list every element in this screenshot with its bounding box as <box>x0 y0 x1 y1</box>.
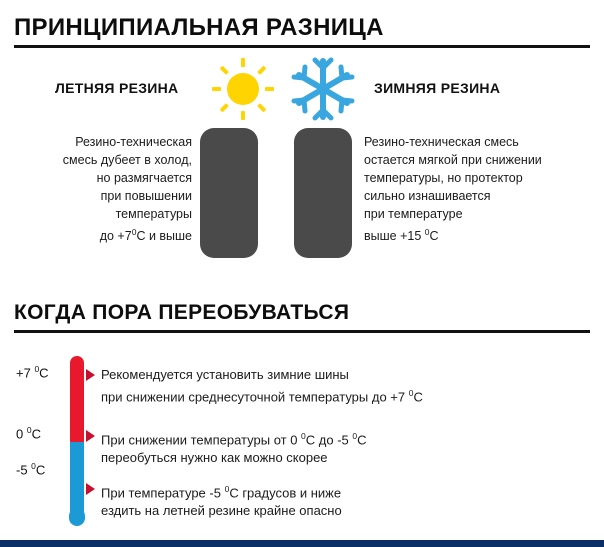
winter-tire-description <box>364 133 590 245</box>
summer-desc-line6b: С и выше <box>136 229 192 244</box>
winter-desc-degree: 0 <box>424 227 430 237</box>
winter-desc-line4: сильно изнашивается <box>364 189 491 203</box>
note-minus5-line1a: При температуре -5 <box>101 485 225 501</box>
winter-tire-label: ЗИМНЯЯ РЕЗИНА <box>374 80 501 96</box>
thermometer-cold-segment <box>70 442 84 516</box>
note-plus7-line1: Рекомендуется установить зимние шины <box>101 367 349 382</box>
note-minus5-line1b: С градусов и ниже <box>229 485 342 501</box>
summer-tire-description <box>20 133 192 245</box>
note-zero-line2: переобуться нужно как можно скорее <box>101 450 328 466</box>
note-zero-line1b: С до -5 <box>305 432 353 448</box>
note-plus7-line2b: С <box>413 389 423 405</box>
temp-plus7-degree: 0 <box>34 364 40 374</box>
winter-desc-line2: остается мягкой при снижении <box>364 153 542 167</box>
thermometer-bulb <box>69 508 85 526</box>
snowflake-icon <box>290 56 356 122</box>
section2-divider <box>14 330 590 333</box>
temp-minus5-degree: 0 <box>31 461 36 471</box>
pointer-arrow-zero <box>86 430 95 442</box>
temp-zero-degree: 0 <box>26 425 32 435</box>
summer-tire-label: ЛЕТНЯЯ РЕЗИНА <box>55 80 179 96</box>
note-zero <box>101 427 571 467</box>
note-minus5-line2: ездить на летней резине крайне опасно <box>101 503 342 519</box>
note-plus7-line2a: при снижении среднесуточной температуры до +7 <box>101 389 409 405</box>
note-zero-line1c: С <box>357 432 367 448</box>
section2-title: КОГДА ПОРА ПЕРЕОБУВАТЬСЯ <box>14 301 350 324</box>
note-plus7 <box>101 366 571 406</box>
sun-icon <box>212 58 274 120</box>
summer-desc-line2: смесь дубеет в холод, <box>62 153 192 167</box>
winter-desc-line6b: С <box>429 229 439 244</box>
summer-desc-line4: при повышении <box>100 189 192 203</box>
summer-desc-line1: Резино-техническая <box>75 135 192 149</box>
temp-minus5-value: -5 <box>16 462 32 478</box>
temp-plus7-value: +7 <box>16 365 35 381</box>
temp-label-plus7 <box>16 364 72 380</box>
pointer-arrow-minus5 <box>86 483 95 495</box>
note-zero-degree2: 0 <box>352 431 358 441</box>
note-zero-degree1: 0 <box>301 431 306 441</box>
note-plus7-degree: 0 <box>408 388 414 398</box>
section1-divider <box>14 45 590 48</box>
thermometer-warm-segment <box>70 356 84 442</box>
note-zero-line1a: При снижении температуры от 0 <box>101 432 302 448</box>
temp-zero-unit: С <box>31 426 41 442</box>
summer-desc-degree: 0 <box>131 227 137 237</box>
temp-label-minus5 <box>16 461 72 477</box>
winter-desc-line1: Резино-техническая смесь <box>364 135 519 149</box>
note-minus5-degree: 0 <box>224 484 230 494</box>
temp-label-zero <box>16 425 72 441</box>
summer-desc-line3: но размягчается <box>96 171 192 185</box>
winter-tire-shape <box>294 128 352 258</box>
summer-desc-line5: температуры <box>115 207 192 221</box>
pointer-arrow-plus7 <box>86 369 95 381</box>
temp-minus5-unit: С <box>35 462 46 478</box>
section1-title: ПРИНЦИПИАЛЬНАЯ РАЗНИЦА <box>14 14 384 41</box>
summer-tire-shape <box>200 128 258 258</box>
temp-zero-value: 0 <box>16 426 27 442</box>
winter-desc-line5: при температуре <box>364 207 463 221</box>
summer-desc-line6a: до +7 <box>99 229 132 244</box>
bottom-bar <box>0 540 604 547</box>
thermometer-scale <box>70 356 84 531</box>
temp-plus7-unit: С <box>39 365 49 381</box>
note-minus5 <box>101 480 571 520</box>
winter-desc-line3: температуры, но протектор <box>364 171 523 185</box>
winter-desc-line6a: выше +15 <box>364 229 425 244</box>
